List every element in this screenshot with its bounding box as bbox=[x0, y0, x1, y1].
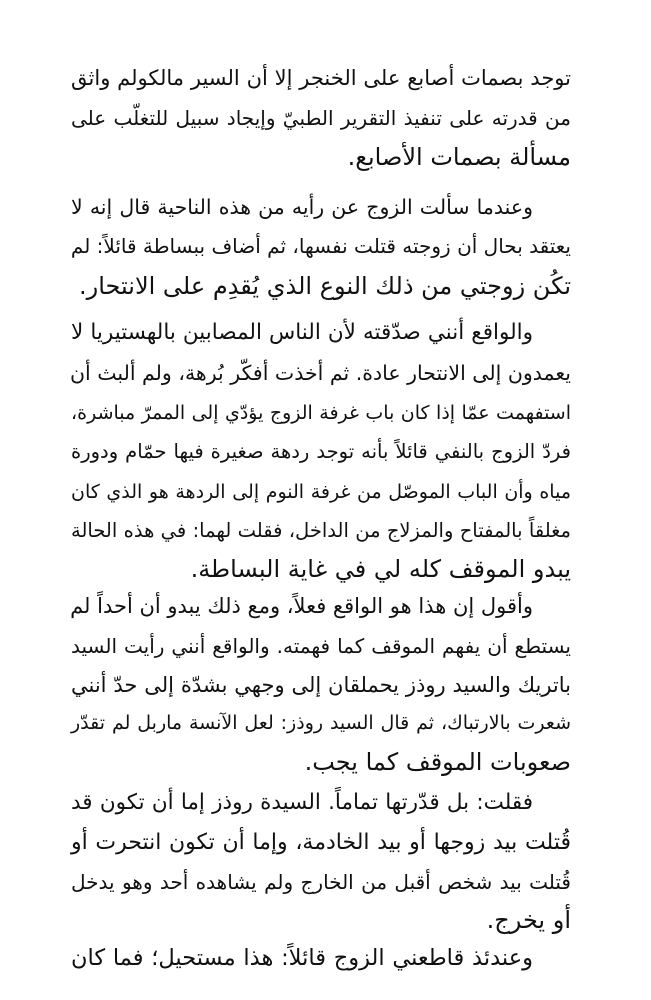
paragraph-3-line-6: مغلقاً بالمفتاح والمزلاج من الداخل، فقلت لهما: في هذه الحالة bbox=[71, 519, 571, 542]
paragraph-2-line-2: يعتقد بحال أن زوجته قتلت نفسها، ثم أضاف ببساطة قائلاً: لم bbox=[70, 234, 571, 258]
paragraph-5-line-3: قُتلت بيد شخص أقبل من الخارج ولم يشاهده أحد وهو يدخل bbox=[71, 870, 571, 894]
paragraph-5-line-4: أو يخرج. bbox=[486, 906, 571, 934]
paragraph-4-line-2: يستطع أن يفهم الموقف كما فهمته. والواقع أنني رأيت السيد bbox=[71, 634, 571, 658]
paragraph-3-line-2: يعمدون إلى الانتحار عادة. ثم أخذت أفكّر بُرهة، ولم ألبث أن bbox=[69, 361, 571, 385]
paragraph-1-line-3: مسألة بصمات الأصابع. bbox=[347, 143, 571, 171]
paragraph-5-line-1: فقلت: بل قدّرتها تماماً. السيدة روذز إما أن تكون قد bbox=[71, 790, 533, 815]
paragraph-4-line-3: باتريك والسيد روذز يحملقان إلى وجهي بشدّة إلى حدّ أنني bbox=[71, 673, 571, 697]
paragraph-3-line-1: والواقع أنني صدّقته لأن الناس المصابين بالهستيريا لا bbox=[71, 320, 533, 345]
paragraph-6-line-1: وعندئذ قاطعني الزوج قائلاً: هذا مستحيل؛ فما كان bbox=[71, 945, 533, 971]
paragraph-1-line-2: من قدرته على تنفيذ التقرير الطبيّ وإيجاد سبيل للتغلّب على bbox=[71, 106, 571, 130]
paragraph-3-line-4: فردّ الزوج بالنفي قائلاً بأنه توجد ردهة صغيرة فيها حمّام ودورة bbox=[71, 440, 571, 463]
paragraph-3-line-5: مياه وأن الباب الموصّل من غرفة النوم إلى الردهة هو الذي كان bbox=[71, 481, 571, 503]
paragraph-4-line-5: صعوبات الموقف كما يجب. bbox=[304, 748, 571, 776]
paragraph-3-line-3: استفهمت عمّا إذا كان باب غرفة الزوج يؤدّي إلى الممرّ مباشرة، bbox=[71, 402, 571, 424]
paragraph-4-line-1: وأقول إن هذا هو الواقع فعلاً، ومع ذلك يبدو أن أحداً لم bbox=[70, 594, 533, 618]
paragraph-4-line-4: شعرت بالارتباك، ثم قال السيد روذز: لعل الآنسة ماربل لم تقدّر bbox=[71, 712, 571, 734]
paragraph-3-line-7: يبدو الموقف كله لي في غاية البساطة. bbox=[190, 555, 571, 583]
paragraph-5-line-2: قُتلت بيد زوجها أو بيد الخادمة، وإما أن تكون انتحرت أو bbox=[71, 830, 571, 855]
paragraph-2-line-3: تكُن زوجتي من ذلك النوع الذي يُقدِم على الانتحار. bbox=[79, 272, 571, 300]
paragraph-1-line-1: توجد بصمات أصابع على الخنجر إلا أن السير مالكولم واثق bbox=[71, 66, 571, 90]
paragraph-2-line-1: وعندما سألت الزوج عن رأيه من هذه الناحية قال إنه لا bbox=[71, 195, 533, 219]
